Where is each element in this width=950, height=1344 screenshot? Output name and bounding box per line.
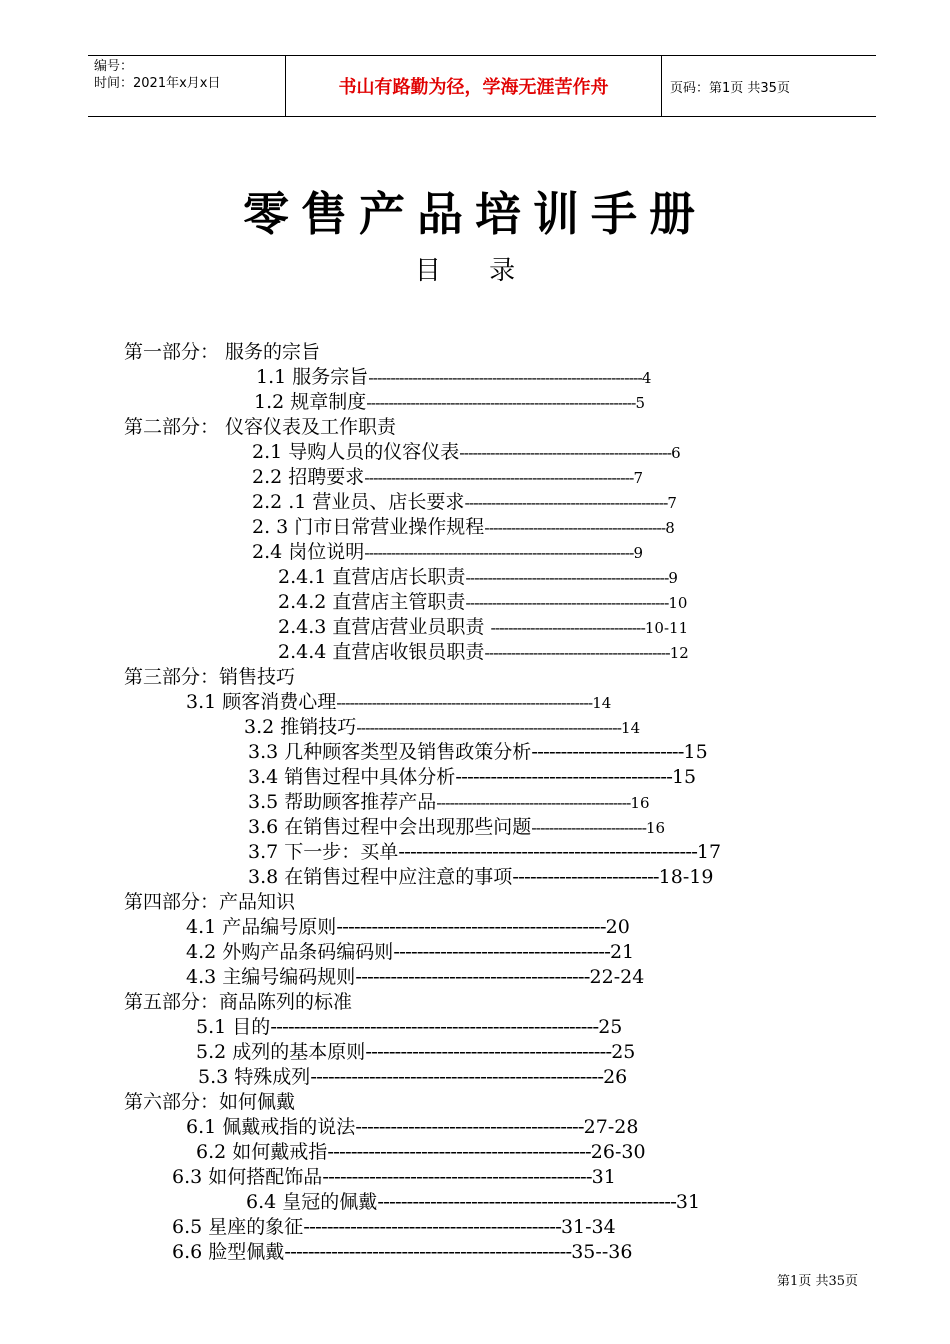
toc-entry: 2.1 导购人员的仪容仪表------------------------------------------------6 <box>252 441 681 463</box>
toc-entry: 2.4.1 直营店店长职责----------------------------------------------9 <box>278 566 678 588</box>
toc-entry: 第一部分： 服务的宗旨 <box>124 341 321 363</box>
toc-entry: 6.4 皇冠的佩戴---------------------------------------------------31 <box>246 1191 701 1213</box>
toc-entry: 3.5 帮助顾客推荐产品--------------------------------------------16 <box>248 791 650 813</box>
page-footer: 第1页 共35页 <box>777 1274 858 1289</box>
toc-entry: 4.1 产品编号原则----------------------------------------------20 <box>186 916 630 938</box>
toc-entry: 第二部分： 仪容仪表及工作职责 <box>124 416 397 438</box>
time-label: 时间：2021年x月x日 <box>94 76 221 91</box>
toc-entry: 3.2 推销技巧------------------------------------------------------------14 <box>244 716 641 738</box>
header-page-info: 页码：第1页 共35页 <box>670 80 790 96</box>
toc-entry: 第六部分：如何佩戴 <box>124 1091 296 1113</box>
toc-entry: 6.6 脸型佩戴-------------------------------------------------35--36 <box>172 1241 633 1263</box>
toc-entry: 3.4 销售过程中具体分析-------------------------------------15 <box>248 766 697 788</box>
toc-heading: 目 录 <box>414 256 536 286</box>
toc-entry: 3.3 几种顾客类型及销售政策分析--------------------------15 <box>248 741 708 763</box>
toc-entry: 6.2 如何戴戒指---------------------------------------------26-30 <box>196 1141 646 1163</box>
toc-entry: 3.7 下一步：买单---------------------------------------------------17 <box>248 841 722 863</box>
toc-entry: 2.4.4 直营店收银员职责------------------------------------------12 <box>278 641 689 663</box>
toc-entry: 5.3 特殊成列--------------------------------------------------26 <box>198 1066 628 1088</box>
toc-entry: 5.1 目的--------------------------------------------------------25 <box>196 1016 623 1038</box>
header-motto: 书山有路勤为径，学海无涯苦作舟 <box>285 56 662 116</box>
toc-entry: 2.4 岗位说明-------------------------------------------------------------9 <box>252 541 643 563</box>
toc-entry: 2.4.2 直营店主管职责----------------------------------------------10 <box>278 591 688 613</box>
toc-entry: 2.2 .1 营业员、店长要求----------------------------------------------7 <box>252 491 677 513</box>
page-header <box>88 55 876 117</box>
toc-entry: 2.4.3 直营店营业员职责 -----------------------------------10-11 <box>278 616 689 638</box>
toc-entry: 6.3 如何搭配饰品----------------------------------------------31 <box>172 1166 616 1188</box>
document-title: 零售产品培训手册 <box>243 187 707 241</box>
toc-entry: 6.5 星座的象征--------------------------------------------31-34 <box>172 1216 616 1238</box>
toc-entry: 5.2 成列的基本原则------------------------------------------25 <box>196 1041 636 1063</box>
toc-entry: 第五部分：商品陈列的标准 <box>124 991 353 1013</box>
number-label: 编号： <box>94 59 134 74</box>
toc-entry: 2.2 招聘要求-------------------------------------------------------------7 <box>252 466 643 488</box>
toc-entry: 2. 3 门市日常营业操作规程-----------------------------------------8 <box>252 516 675 538</box>
toc-entry: 3.6 在销售过程中会出现那些问题--------------------------16 <box>248 816 666 838</box>
toc-entry: 1.1 服务宗旨--------------------------------------------------------------4 <box>256 366 652 388</box>
toc-entry: 6.1 佩戴戒指的说法---------------------------------------27-28 <box>186 1116 639 1138</box>
toc-entry: 4.2 外购产品条码编码则-------------------------------------21 <box>186 941 635 963</box>
toc-entry: 3.8 在销售过程中应注意的事项-------------------------18-19 <box>248 866 714 888</box>
toc-entry: 第四部分：产品知识 <box>124 891 296 913</box>
header-meta <box>94 58 220 92</box>
toc-entry: 4.3 主编号编码规则----------------------------------------22-24 <box>186 966 645 988</box>
toc-entry: 第三部分：销售技巧 <box>124 666 296 688</box>
toc-entry: 3.1 顾客消费心理----------------------------------------------------------14 <box>186 691 612 713</box>
toc-entry: 1.2 规章制度-------------------------------------------------------------5 <box>254 391 645 413</box>
